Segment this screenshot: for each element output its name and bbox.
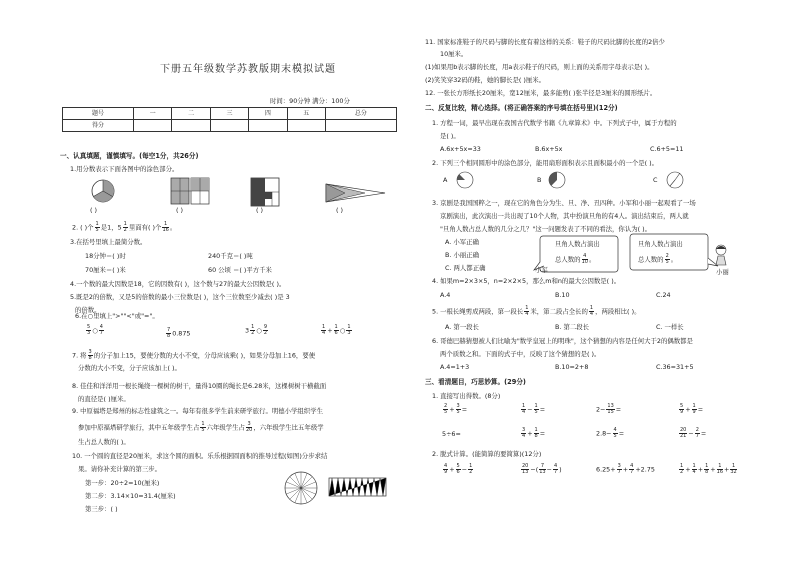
option[interactable]: A. 小军正确	[445, 238, 479, 246]
question-10-cont: 果。请你补充计算的第三步。	[78, 465, 162, 473]
question-9: 9. 中原福塔是郑州的标志性建筑之一。每年有很多学生前来研学旅行。明德小学组织学生	[72, 407, 323, 415]
score-table-score-row	[63, 120, 397, 132]
choice-6-cont: 两个质数之和。下面的式子中，反映了这个猜想的是( )。	[440, 350, 601, 358]
question-11-cont: 10厘米。	[440, 50, 468, 58]
choice-5: 5. 一根长绳剪成两段，第一段长 $\frac{1}{4}$ 米，第二段占全长的 $\frac{1}{4}$ ，两段相比( )。	[432, 305, 641, 317]
score-table-header: 题号	[63, 108, 134, 120]
score-cell[interactable]	[287, 120, 325, 132]
option[interactable]: C. 两人都正确	[445, 264, 486, 272]
grid-figure	[170, 177, 210, 205]
q2-text-b: 是1，5	[100, 223, 122, 232]
question-8: 8. 佳佳和洋洋用一根长绳绕一棵树的树干，量得10圈的绳长是6.28米，这棵树树干横截面	[72, 382, 327, 390]
option[interactable]: C.6+5=11	[650, 145, 684, 153]
choice-6: 6. 哥德巴赫猜想被人们比喻为"数学皇冠上的明珠"，这个猜想的内容是任何大于2的偶数都是	[432, 337, 693, 345]
question-3: 3.在括号里填上最简分数。	[70, 238, 147, 246]
option[interactable]: C.24	[656, 291, 671, 299]
bubble-text: 旦角人数占演出	[638, 240, 683, 248]
q3-blank[interactable]: 70厘米＝( )米	[85, 266, 126, 274]
calc-item[interactable]: $\frac{1}{2}$ + $\frac{1}{4}$ + $\frac{1}{8}$ + $\frac{1}{16}$ + $\frac{1}{32}$	[680, 463, 737, 475]
option[interactable]: C	[653, 176, 658, 184]
q3-blank[interactable]: 240千克＝( )吨	[208, 252, 253, 260]
score-cell[interactable]	[249, 120, 287, 132]
bubble-text: 总人数的 $\frac{2}{5}$ 。	[638, 253, 678, 265]
question-11-2: (2)笑笑穿32码的鞋，她的脚长是( )厘米。	[425, 76, 546, 84]
fraction: $\frac{1}{5}$	[95, 221, 99, 233]
question-10: 10. 一个圆的直径是20厘米，求这个圆的面积。乐乐根据圆面积的推导过程(如图)分步求结	[72, 452, 328, 460]
answer-blank[interactable]: ( )	[336, 206, 344, 214]
choice-3: 3. 京剧是我国国粹之一，现在它的角色分为生、旦、净、丑四种。小军和小丽一起观看了一场	[432, 199, 696, 207]
option[interactable]: B	[537, 176, 542, 184]
time-score: 时间：90分钟 满分：100分	[270, 97, 350, 105]
pie-figure	[90, 178, 116, 204]
bubble-xiaoli	[628, 232, 720, 274]
option[interactable]: B. 第二段长	[555, 323, 590, 331]
rearranged-rectangle-figure	[328, 476, 388, 498]
sliced-circle-figure	[283, 470, 319, 506]
question-7-cont: 分数的大小不变，分子应该加上( )。	[78, 364, 181, 372]
option[interactable]: C.36=31+5	[656, 363, 694, 371]
score-table-header: 四	[249, 108, 287, 120]
triangle-figure	[325, 183, 387, 203]
question-5-cont: 的倍数。	[75, 306, 101, 314]
question-1: 1.用分数表示下面各图中的涂色部分。	[70, 165, 179, 173]
calc-item[interactable]: $\frac{4}{9}$ + $\frac{5}{6}$ − $\frac{1}{2}$	[444, 463, 473, 475]
option[interactable]: A.4	[440, 291, 451, 299]
fraction: $\frac{1}{2}$	[123, 221, 127, 233]
score-table	[62, 107, 397, 132]
answer-blank[interactable]: ( )	[176, 206, 184, 214]
compare-item: $\frac{1}{4}$ + $\frac{1}{6}$ ○ $\frac{1}{3}$	[322, 324, 351, 336]
step-1: 第一步：20÷2=10(厘米)	[85, 479, 160, 487]
option[interactable]: C. 一样长	[656, 323, 684, 331]
calc-item[interactable]: 5÷6=	[442, 430, 461, 438]
question-11-1: (1)如果用b表示脚的长度，用a表示鞋子的尺码，则上面的关系用字母表示是( )。	[425, 63, 654, 71]
choice-2: 2. 下列三个相同圆形中的涂色部分，能用扇形面积表示且面积最小的一个是( )。	[432, 159, 659, 167]
compare-item: $\frac{5}{3}$ ○ $\frac{4}{7}$	[87, 324, 103, 336]
compare-item: $\frac{7}{8}$ 0.875	[167, 327, 191, 339]
sector-circle-b	[548, 171, 566, 189]
option[interactable]: B.10=2+8	[555, 363, 589, 371]
score-table-header: 一	[134, 108, 172, 120]
choice-3-cont2: "旦角人数占总人数的几分之几？"这一问题发表了不同的看法，你认为( )。	[440, 225, 652, 233]
girl-icon	[712, 244, 730, 266]
step-3[interactable]: 第三步：( )	[85, 505, 118, 513]
option[interactable]: A.6x+5x=33	[440, 145, 481, 153]
q2-text-c: 里面有( )个	[128, 223, 162, 232]
fraction: $\frac{1}{16}$	[162, 221, 169, 233]
calc-item[interactable]: 2− $\frac{13}{15}$ =	[596, 403, 622, 415]
q2-text-a: 2. ( )个	[72, 223, 94, 232]
score-table-row-label: 得分	[63, 120, 134, 132]
question-8-cont: 的直径是( )厘米。	[78, 395, 130, 403]
calc-item[interactable]: $\frac{2}{5}$ + $\frac{3}{5}$ =	[444, 403, 468, 415]
answer-blank[interactable]: ( )	[256, 206, 264, 214]
calc-1-heading: 1. 直接写出得数。(8分)	[432, 392, 501, 400]
calc-item[interactable]: $\frac{5}{9}$ + $\frac{1}{9}$ =	[680, 403, 704, 415]
question-12: 12. 一张长方形纸长20厘米，宽12厘米，最多能剪( )张半径是3厘米的圆形纸片。	[425, 89, 657, 97]
option[interactable]: B.6x+5x	[535, 145, 563, 153]
choice-3-cont: 京剧演出，此次演出一共出现了10个人物，其中扮演旦角的有4人。演出结束后，两人就	[440, 212, 689, 220]
choice-1: 1. 方程一词，最早出现在我国古代数学书籍《九章算术》中。下列式子中，属于方程的	[432, 119, 677, 127]
score-cell[interactable]	[325, 120, 396, 132]
question-6: 6.在○里填上">""<"或"="。	[75, 312, 159, 320]
q3-blank[interactable]: 60 公顷 ＝( )平方千米	[208, 266, 272, 274]
section-2-heading: 二、反复比较，精心选择。(将正确答案的序号填在括号里)(12分)	[425, 104, 618, 112]
question-2: 2. ( )个 $\frac{1}{5}$ 是1，5 $\frac{1}{2}$ 里面有( )个 $\frac{1}{16}$ 。	[72, 221, 177, 233]
score-cell[interactable]	[172, 120, 210, 132]
score-table-header: 二	[172, 108, 210, 120]
question-9-cont: 参加中原福塔研学旅行，其中五年级学生占 $\frac{1}{5}$ 六年级学生占 $\frac{3}{20}$ ，六年级学生比五年级学	[78, 421, 324, 433]
option[interactable]: A.4=1+3	[440, 363, 470, 371]
bubble-text: 总人数的 $\frac{4}{10}$ 。	[555, 253, 596, 265]
step-2: 第二步：3.14×10=31.4(厘米)	[85, 492, 176, 500]
calc-item[interactable]: $\frac{20}{13}$ −( $\frac{7}{13}$ − $\frac{4}{7}$ )	[522, 463, 562, 475]
sector-circle-c	[666, 171, 684, 189]
score-table-header-row	[63, 108, 397, 120]
answer-blank[interactable]: ( )	[90, 206, 98, 214]
score-table-header: 总分	[325, 108, 396, 120]
section-1-heading: 一、认真填题，谨慎填写。(每空1分，共26分)	[60, 152, 199, 160]
calc-item[interactable]: $\frac{1}{4}$ − $\frac{1}{5}$ =	[522, 403, 546, 415]
question-4: 4.一个数的最大因数是18，它的因数有( )，这个数与27的最大公因数是( )。	[70, 280, 286, 288]
kid-label: 小丽	[716, 268, 729, 276]
choice-1-cont: 是( )。	[440, 132, 460, 140]
score-table-header: 五	[287, 108, 325, 120]
option[interactable]: A	[443, 176, 448, 184]
choice-4: 4. 如果m=2×3×5，n=2×2×5，那么m和n的最大公因数是( )。	[432, 277, 621, 285]
option[interactable]: A. 第一段长	[445, 323, 479, 331]
question-7: 7. 将 $\frac{3}{8}$ 的分子加上15，要使分数的大小不变，分母应该乘( )，如果分母加上16，要使	[72, 349, 316, 361]
score-table-header: 三	[210, 108, 248, 120]
sector-circle-a	[456, 171, 474, 189]
question-5: 5.既是2的倍数，又是5的倍数的最小三位数是( )，这个三位数至少减去( )是 3	[70, 293, 290, 301]
question-11: 11. 国家标准鞋子的尺码与脚的长度有着这样的关系：鞋子的尺码比脚的长度的2倍少	[425, 38, 665, 46]
page-title: 下册五年级数学苏教版期末模拟试题	[160, 64, 336, 75]
question-9-cont2: 生占总人数的( )。	[78, 438, 130, 446]
calc-2-heading: 2. 脱式计算。(能简算的要简算)(12分)	[432, 450, 542, 458]
kid-label: 小军	[535, 266, 548, 274]
option[interactable]: B.10	[555, 291, 570, 299]
option[interactable]: B. 小丽正确	[445, 251, 480, 259]
compare-item: 3 $\frac{1}{2}$ ○ $\frac{9}{2}$	[245, 324, 268, 336]
q3-blank[interactable]: 18分钟＝( )时	[85, 252, 126, 260]
score-cell[interactable]	[134, 120, 172, 132]
calc-item[interactable]: 2.8− $\frac{4}{5}$ =	[596, 427, 625, 439]
square-figure	[250, 177, 282, 207]
calc-item[interactable]: 6.25+ $\frac{3}{7}$ + $\frac{4}{7}$ +2.75	[596, 463, 655, 475]
section-3-heading: 三、看清题目，巧思妙算。(29分)	[425, 378, 526, 386]
bubble-text: 旦角人数占演出	[555, 240, 600, 248]
calc-item[interactable]: $\frac{20}{21}$ − $\frac{2}{7}$ =	[680, 427, 707, 439]
calc-item[interactable]: $\frac{3}{4}$ + $\frac{1}{8}$ =	[522, 427, 546, 439]
score-cell[interactable]	[210, 120, 248, 132]
